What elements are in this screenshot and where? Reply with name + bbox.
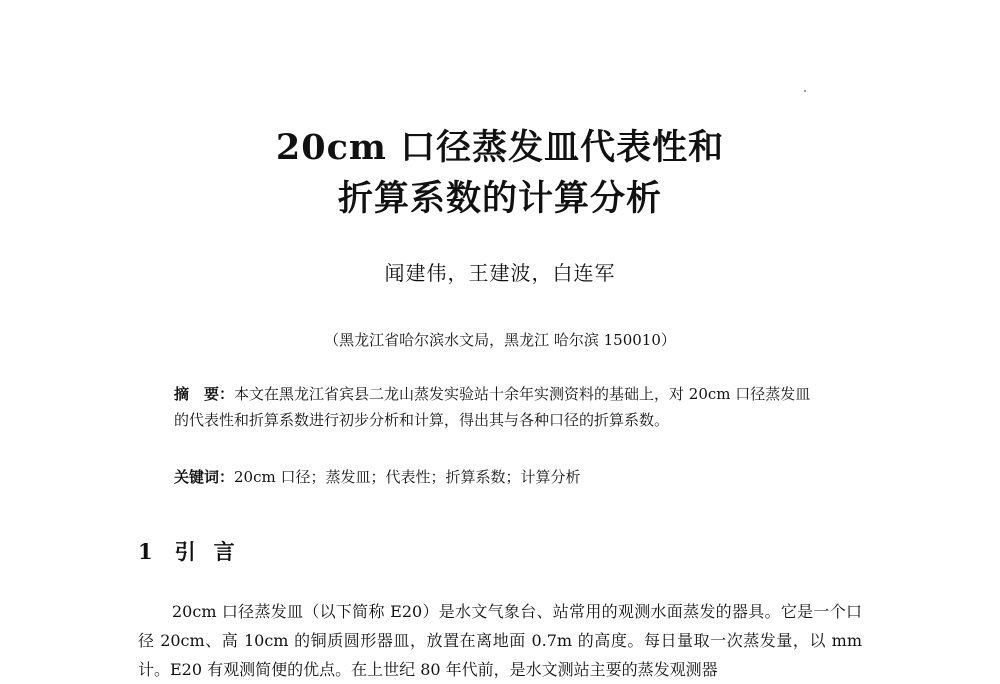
- abstract-text: 本文在黑龙江省宾县二龙山蒸发实验站十余年实测资料的基础上，对 20cm 口径蒸发皿的代表性和折算系数进行初步分析和计算，得出其与各种口径的折算系数。: [174, 385, 811, 429]
- abstract-paragraph: [174, 381, 824, 433]
- keywords: [174, 466, 824, 487]
- abstract: [174, 381, 824, 433]
- section-number: 1: [138, 539, 153, 564]
- scan-speck: [804, 90, 806, 92]
- affiliation: （黑龙江省哈尔滨水文局，黑龙江 哈尔滨 150010）: [324, 331, 676, 349]
- author-list: 闻建伟，王建波，白连军: [384, 261, 616, 285]
- paper-title-line-1: 20cm 口径蒸发皿代表性和: [275, 127, 725, 168]
- body-text: [138, 597, 862, 684]
- paper-title-line-2: 折算系数的计算分析: [337, 178, 662, 219]
- abstract-label: 摘 要：: [174, 385, 235, 403]
- section-title: 引言: [174, 539, 253, 564]
- keywords-text: 20cm 口径；蒸发皿；代表性；折算系数；计算分析: [234, 468, 581, 486]
- keywords-label: 关键词：: [174, 468, 235, 486]
- body-paragraph: 20cm 口径蒸发皿（以下简称 E20）是水文气象台、站常用的观测水面蒸发的器具。它是一个口径 20cm、高 10cm 的铜质圆形器皿，放置在离地面 0.7m 的高度。每日量取一次蒸发量，以 mm 计。E20 有观测简便的优点。在上世纪 80 年代前，是水文测站主要的蒸发观测器: [138, 602, 862, 679]
- section-heading-introduction: [138, 536, 253, 566]
